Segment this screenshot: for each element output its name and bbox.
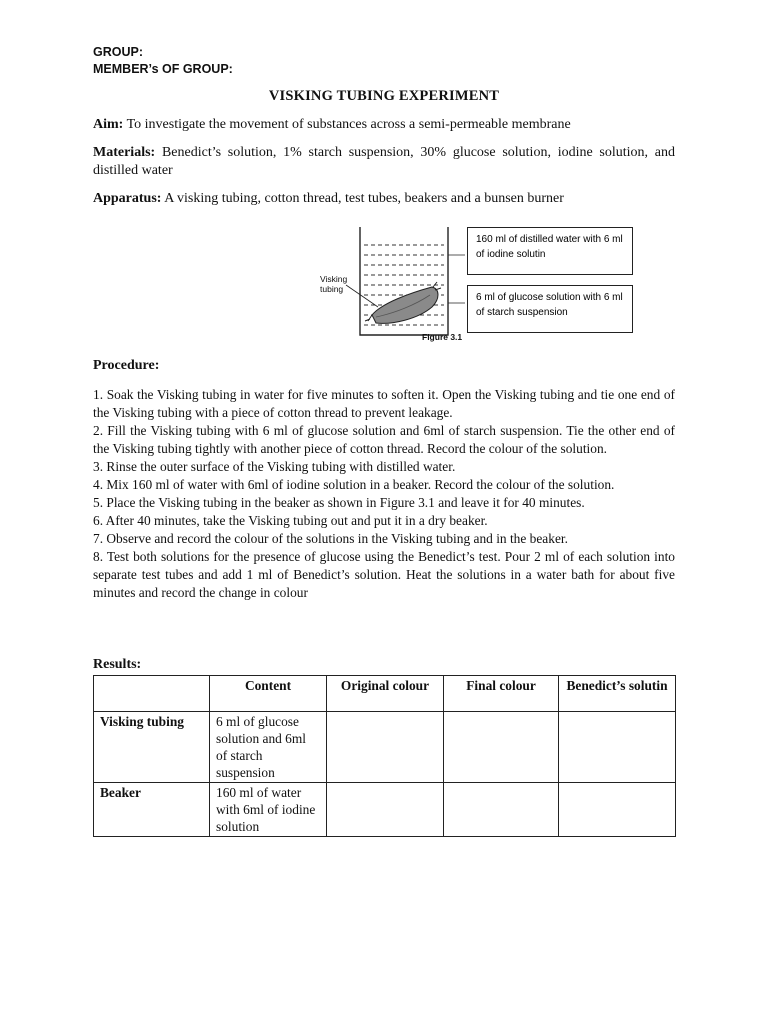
- row-label: Beaker: [94, 783, 210, 837]
- column-header: Final colour: [444, 676, 559, 712]
- table-header-row: [94, 676, 676, 712]
- table-row: [94, 783, 676, 837]
- page-title: VISKING TUBING EXPERIMENT: [268, 88, 500, 104]
- members-label: MEMBER’s OF GROUP:: [93, 62, 233, 76]
- tubing-label-line1: Visking: [320, 274, 348, 284]
- column-header: Benedict’s solutin: [559, 676, 676, 712]
- figure-caption: Figure 3.1: [422, 332, 463, 342]
- apparatus-text: A visking tubing, cotton thread, test tubes, beakers and a bunsen burner: [164, 191, 564, 206]
- apparatus-label: Apparatus:: [93, 191, 162, 206]
- procedure-step: 2. Fill the Visking tubing with 6 ml of glucose solution and 6ml of starch suspension. Tie the other end of the Visking tubing tightly with another piece of cotton thread. Record the colour of the solution.: [93, 423, 675, 456]
- procedure-step: 6. After 40 minutes, take the Visking tubing out and put it in a dry beaker.: [93, 513, 488, 528]
- procedure-step: 1. Soak the Visking tubing in water for five minutes to soften it. Open the Visking tubing and tie one end of the Visking tubing with a piece of cotton thread to prevent leakage.: [93, 387, 675, 420]
- tubing-contents-box: 6 ml of glucose solution with 6 ml of starch suspension: [467, 285, 633, 333]
- materials-paragraph: [93, 144, 675, 180]
- column-header: Original colour: [327, 676, 444, 712]
- final-colour-cell[interactable]: [444, 783, 559, 837]
- apparatus-paragraph: [93, 190, 675, 208]
- original-colour-cell[interactable]: [327, 783, 444, 837]
- aim-text: To investigate the movement of substances across a semi-permeable membrane: [126, 117, 571, 132]
- tubing-label: [320, 274, 347, 294]
- column-header: Content: [210, 676, 327, 712]
- group-label: GROUP:: [93, 45, 143, 59]
- results-table: [93, 675, 676, 837]
- materials-text: Benedict’s solution, 1% starch suspension, 30% glucose solution, iodine solution, and distilled water: [93, 145, 676, 178]
- beaker-contents-box: 160 ml of distilled water with 6 ml of iodine solutin: [467, 227, 633, 275]
- results-heading: Results:: [93, 657, 142, 672]
- tubing-label-line2: tubing: [320, 284, 344, 294]
- benedicts-cell[interactable]: [559, 783, 676, 837]
- original-colour-cell[interactable]: [327, 712, 444, 783]
- aim-label: Aim:: [93, 117, 124, 132]
- content-cell: 6 ml of glucose solution and 6ml of starch suspension: [210, 712, 327, 783]
- content-cell: 160 ml of water with 6ml of iodine solution: [210, 783, 327, 837]
- procedure-heading: Procedure:: [93, 358, 160, 373]
- aim-paragraph: [93, 116, 675, 134]
- benedicts-cell[interactable]: [559, 712, 676, 783]
- figure-3-1: [300, 215, 630, 345]
- materials-label: Materials:: [93, 145, 156, 160]
- procedure-step: 5. Place the Visking tubing in the beaker as shown in Figure 3.1 and leave it for 40 minutes.: [93, 495, 585, 510]
- procedure-list: [93, 386, 675, 602]
- row-label: Visking tubing: [94, 712, 210, 783]
- procedure-step: 3. Rinse the outer surface of the Visking tubing with distilled water.: [93, 459, 456, 474]
- procedure-step: 7. Observe and record the colour of the solutions in the Visking tubing and in the beaker.: [93, 531, 568, 546]
- final-colour-cell[interactable]: [444, 712, 559, 783]
- procedure-step: 4. Mix 160 ml of water with 6ml of iodine solution in a beaker. Record the colour of the solution.: [93, 477, 615, 492]
- table-row: [94, 712, 676, 783]
- column-header: [94, 676, 210, 712]
- procedure-step: 8. Test both solutions for the presence of glucose using the Benedict’s test. Pour 2 ml of each solution into separate test tubes and add 1 ml of Benedict’s solution. Heat the solutions in a water bath for about five minutes and record the change in colour: [93, 549, 675, 600]
